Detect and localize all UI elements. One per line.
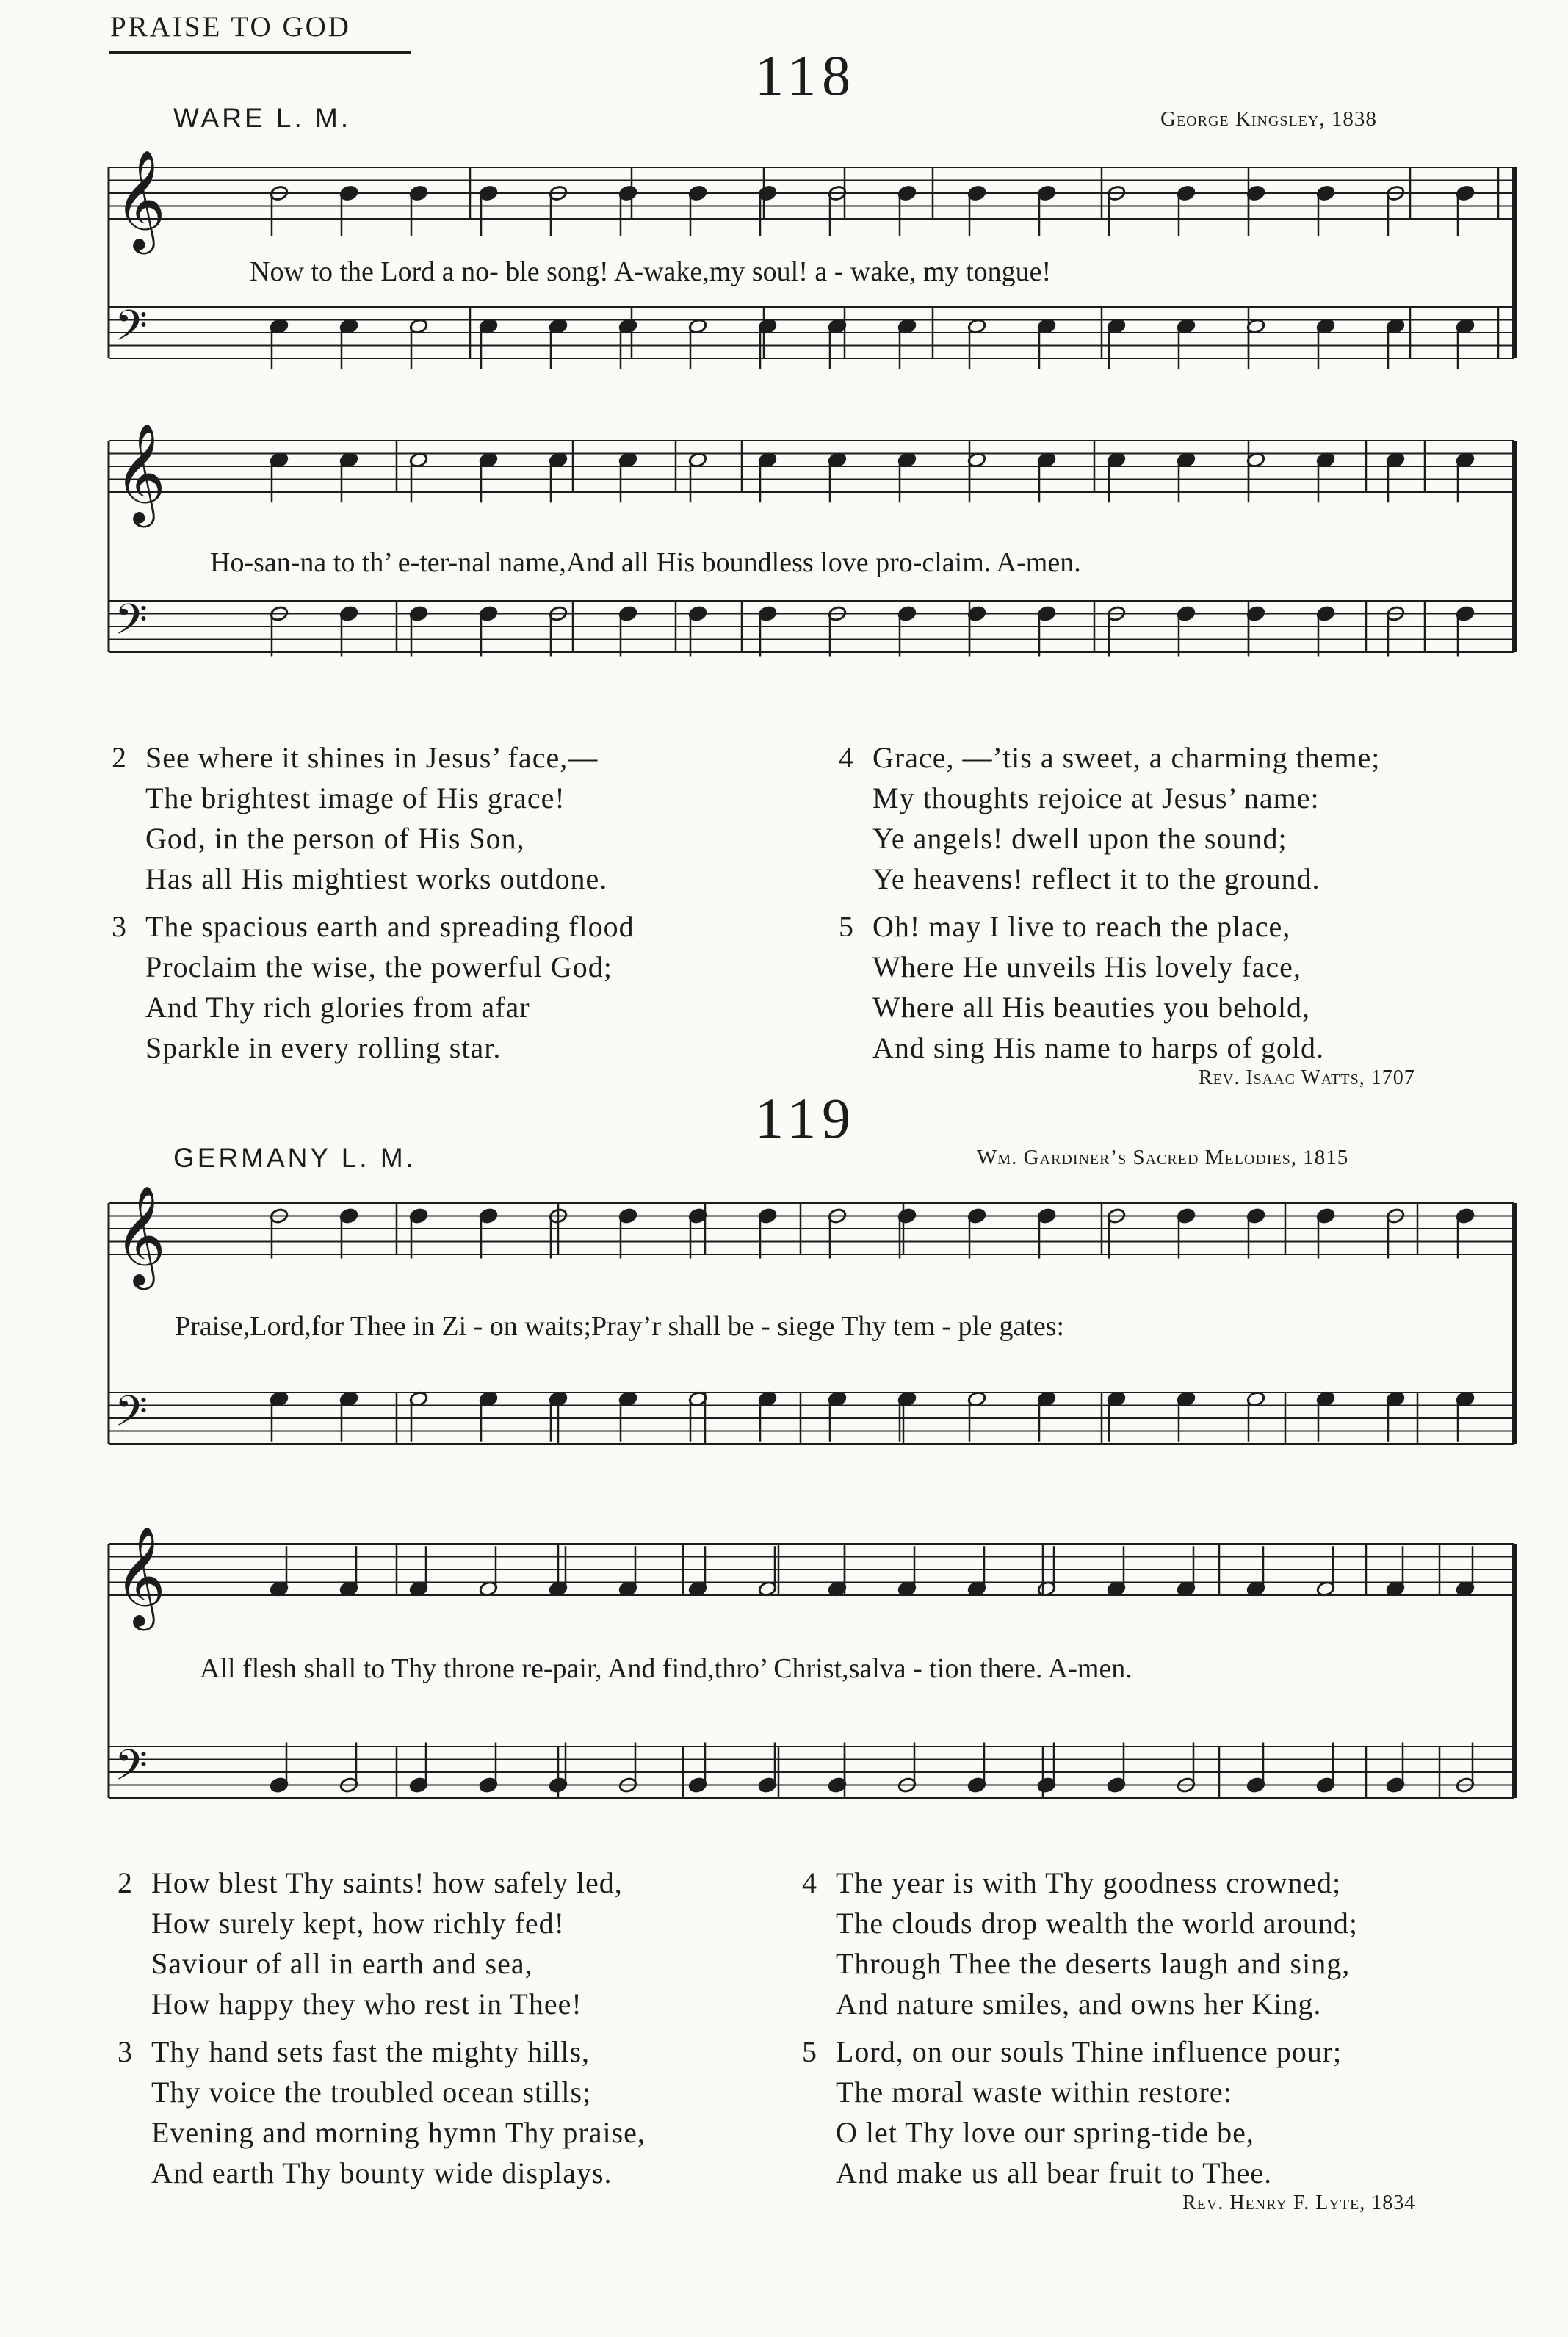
bass-clef-icon: 𝄢 <box>115 1386 148 1447</box>
stanza-line: Sparkle in every rolling star. <box>145 1031 502 1064</box>
stanza-line: Ye heavens! reflect it to the ground. <box>872 862 1320 895</box>
stanza-line: God, in the person of His Son, <box>145 822 525 855</box>
stanza-number: 4 <box>802 1866 817 1899</box>
stanza-number: 3 <box>118 2035 133 2068</box>
bass-clef-icon: 𝄢 <box>115 1740 148 1801</box>
stanza-line: Where all His beauties you behold, <box>872 991 1311 1024</box>
stanza-line: My thoughts rejoice at Jesus’ name: <box>872 781 1320 814</box>
treble-clef-icon: 𝄞 <box>115 422 166 523</box>
stanza-line: Lord, on our souls Thine influence pour; <box>836 2035 1343 2068</box>
stanza-line: Thy voice the troubled ocean stills; <box>151 2076 592 2109</box>
stanza-line: The year is with Thy goodness crowned; <box>836 1866 1342 1899</box>
stanza-line: See where it shines in Jesus’ face,— <box>145 741 599 774</box>
treble-clef-icon: 𝄞 <box>115 1184 166 1285</box>
stanza-number: 5 <box>839 910 854 943</box>
stanza-line: The clouds drop wealth the world around; <box>836 1907 1358 1940</box>
stanza-line: How surely kept, how richly fed! <box>151 1907 565 1940</box>
author-credit-118: Rev. Isaac Watts, 1707 <box>1199 1066 1415 1089</box>
stanza-line: The spacious earth and spreading flood <box>145 910 635 943</box>
stanza-line: And nature smiles, and owns her King. <box>836 1987 1322 2020</box>
stanza-line: The brightest image of His grace! <box>145 781 566 814</box>
stanza-line: Ye angels! dwell upon the sound; <box>872 822 1287 855</box>
stanza-line: Through Thee the deserts laugh and sing, <box>836 1947 1351 1980</box>
stanza-line: Where He unveils His lovely face, <box>872 950 1301 983</box>
author-credit-119: Rev. Henry F. Lyte, 1834 <box>1182 2192 1416 2214</box>
tune-name-118: WARE L. M. <box>173 103 352 133</box>
stanza-line: Saviour of all in earth and sea, <box>151 1947 533 1980</box>
stanza-number: 5 <box>802 2035 817 2068</box>
stanza-number: 3 <box>112 910 127 943</box>
treble-clef-icon: 𝄞 <box>115 1525 166 1626</box>
hymn-119-lyrics-line-1: Praise,Lord,for Thee in Zi - on waits;Pray’r shall be - siege Thy tem - ple gates: <box>175 1311 1065 1342</box>
stanza-number: 2 <box>118 1866 133 1899</box>
stanza-number: 4 <box>839 741 854 774</box>
stanza-line: Grace, —’tis a sweet, a charming theme; <box>872 741 1381 774</box>
composer-credit-118: George Kingsley, 1838 <box>1160 107 1377 131</box>
stanza-line: Thy hand sets fast the mighty hills, <box>151 2035 590 2068</box>
stanza-line: Proclaim the wise, the powerful God; <box>145 950 613 983</box>
stanza-line: The moral waste within restore: <box>836 2076 1232 2109</box>
stanza-line: Evening and morning hymn Thy praise, <box>151 2116 646 2149</box>
bass-clef-icon: 𝄢 <box>115 300 148 361</box>
composer-credit-119: Wm. Gardiner’s Sacred Melodies, 1815 <box>977 1146 1349 1169</box>
stanza-line: And make us all bear fruit to Thee. <box>836 2156 1273 2189</box>
hymn-number-119: 119 <box>755 1086 857 1150</box>
hymn-118-lyrics-line-1: Now to the Lord a no- ble song! A-wake,my soul! a - wake, my tongue! <box>250 256 1052 287</box>
tune-name-119: GERMANY L. M. <box>173 1143 416 1173</box>
treble-clef-icon: 𝄞 <box>115 148 166 250</box>
stanza-line: How happy they who rest in Thee! <box>151 1987 582 2020</box>
hymn-119-lyrics-line-2: All flesh shall to Thy throne re-pair, And find,thro’ Christ,salva - tion there. A-men. <box>200 1653 1132 1684</box>
stanza-line: And earth Thy bounty wide displays. <box>151 2156 613 2189</box>
stanza-line: And Thy rich glories from afar <box>145 991 530 1024</box>
stanza-line: Oh! may I live to reach the place, <box>872 910 1291 943</box>
stanza-line: And sing His name to harps of gold. <box>872 1031 1324 1064</box>
stanza-line: Has all His mightiest works outdone. <box>145 862 608 895</box>
stanza-line: How blest Thy saints! how safely led, <box>151 1866 623 1899</box>
hymn-number-118: 118 <box>755 43 857 107</box>
stanza-line: O let Thy love our spring-tide be, <box>836 2116 1254 2149</box>
stanza-number: 2 <box>112 741 127 774</box>
running-head: PRAISE TO GOD <box>110 11 351 43</box>
bass-clef-icon: 𝄢 <box>115 594 148 655</box>
hymn-118-lyrics-line-2: Ho-san-na to th’ e-ter-nal name,And all His boundless love pro-claim. A-men. <box>210 547 1081 578</box>
